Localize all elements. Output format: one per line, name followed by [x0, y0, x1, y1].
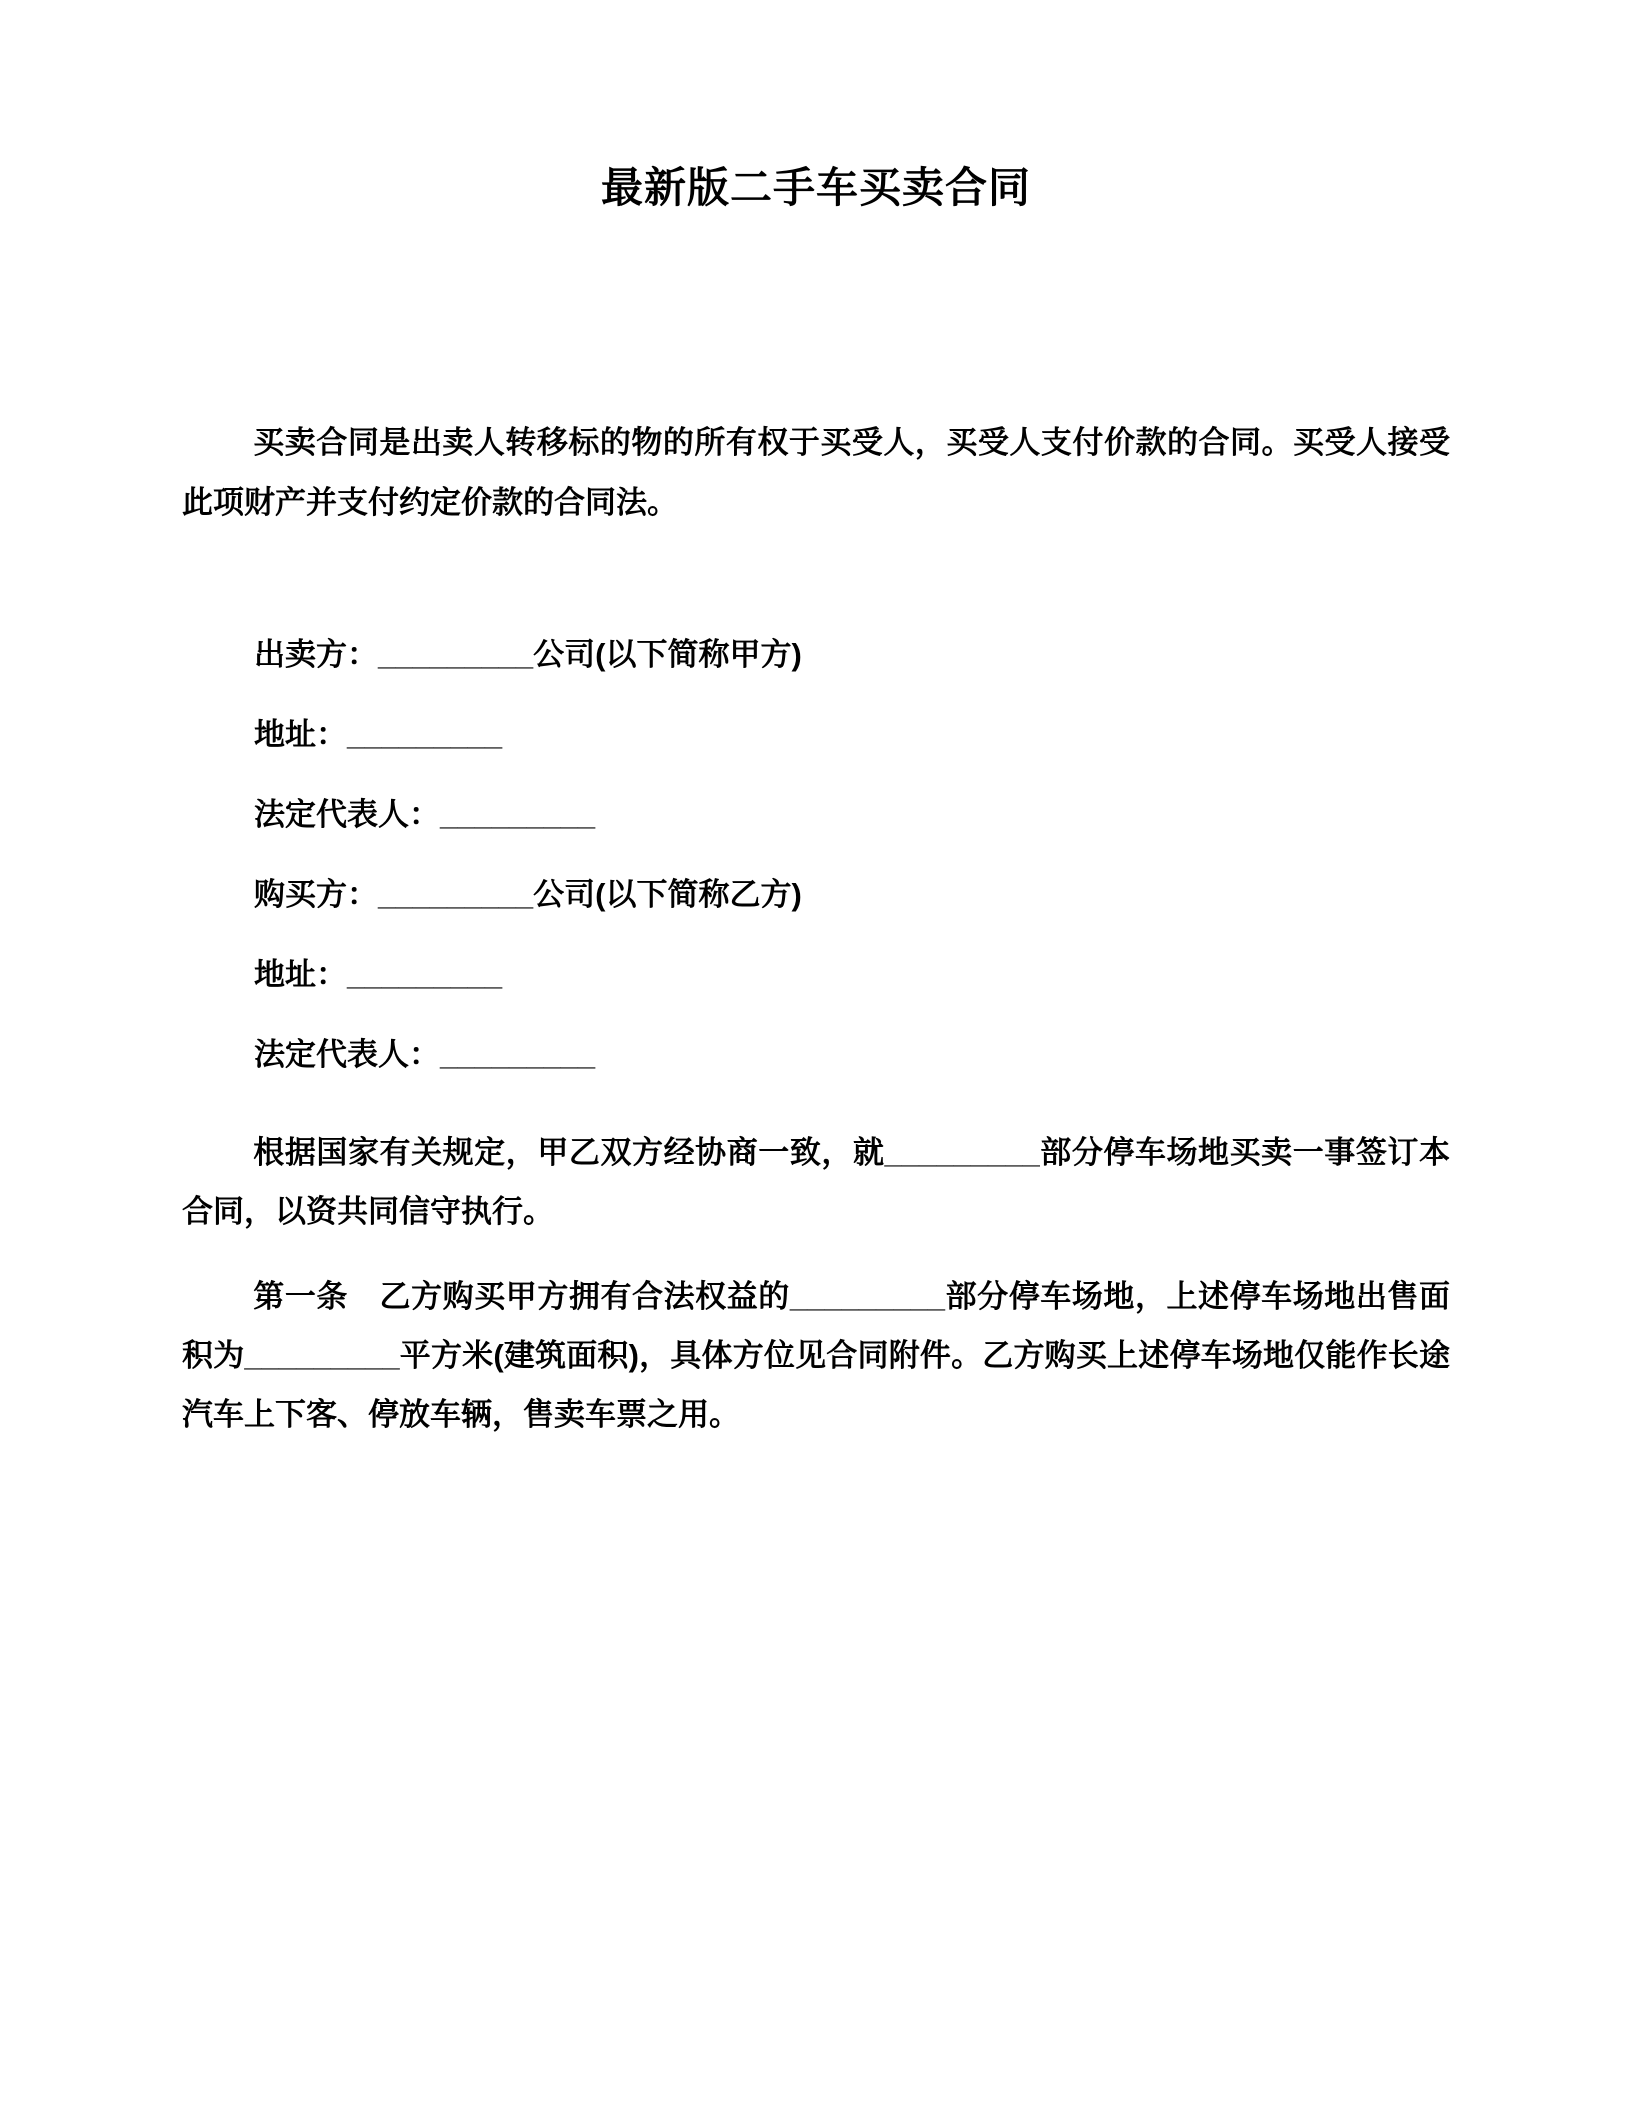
field-buyer-legal-representative: 法定代表人：_________	[254, 1037, 596, 1072]
recital-paragraph: 根据国家有关规定，甲乙双方经协商一致，就_________部分停车场地买卖一事签订本合同，以资共同信守执行。	[182, 1135, 1450, 1229]
article-1-paragraph: 第一条 乙方购买甲方拥有合法权益的_________部分停车场地，上述停车场地出售面积为_________平方米(建筑面积)，具体方位见合同附件。乙方购买上述停车场地仅能作长途汽车上下客、停放车辆，售卖车票之用。	[182, 1279, 1450, 1432]
field-seller: 出卖方：_________公司(以下简称甲方)	[254, 637, 802, 672]
field-seller-address: 地址：_________	[254, 717, 503, 752]
intro-paragraph: 买卖合同是出卖人转移标的物的所有权于买受人，买受人支付价款的合同。买受人接受此项财产并支付约定价款的合同法。	[182, 425, 1450, 520]
field-buyer: 购买方：_________公司(以下简称乙方)	[254, 877, 802, 912]
field-buyer-address: 地址：_________	[254, 957, 503, 992]
party-fields	[182, 625, 1450, 1085]
field-seller-legal-representative: 法定代表人：_________	[254, 797, 596, 832]
document-title: 最新版二手车买卖合同	[600, 164, 1031, 211]
